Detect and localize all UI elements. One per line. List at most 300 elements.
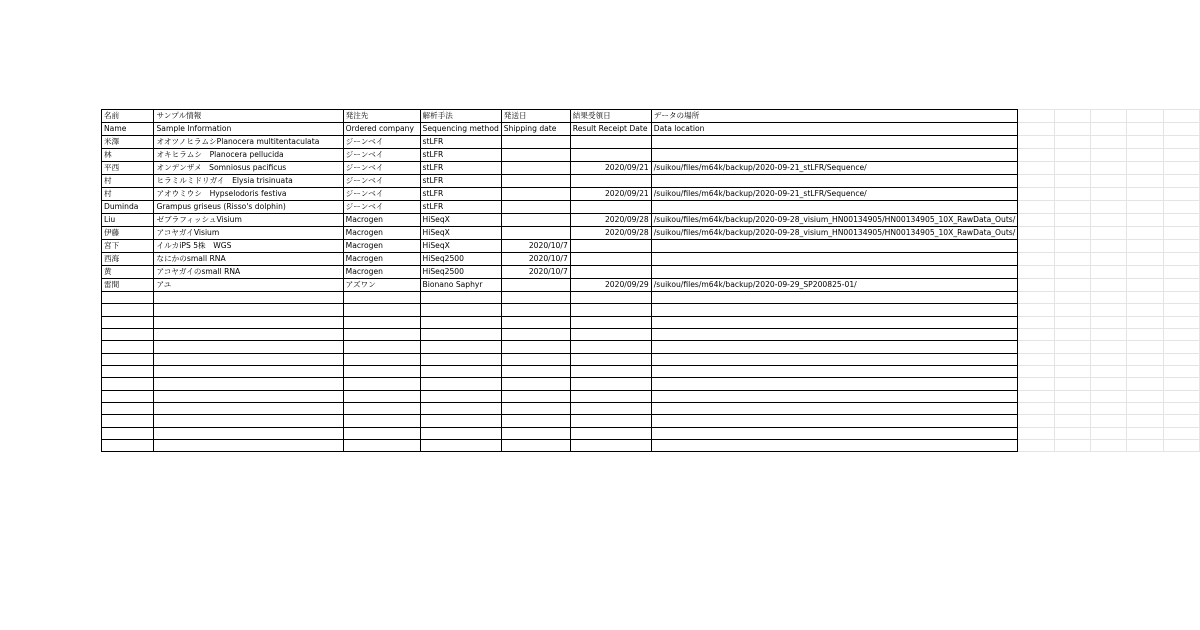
cell-sample-info[interactable]: ゼブラフィッシュVisium: [154, 214, 343, 227]
cell-result-receipt-date[interactable]: [570, 415, 651, 427]
empty-cell[interactable]: [1054, 366, 1090, 378]
empty-cell[interactable]: [1163, 279, 1199, 292]
empty-cell[interactable]: [1054, 136, 1090, 149]
cell-data-location[interactable]: /suikou/files/m64k/backup/2020-09-21_stLFR/Sequence/: [651, 188, 1018, 201]
empty-cell[interactable]: [1090, 279, 1126, 292]
empty-cell[interactable]: [1127, 149, 1163, 162]
empty-cell[interactable]: [1018, 316, 1054, 328]
empty-cell[interactable]: [1090, 304, 1126, 316]
empty-cell[interactable]: [1054, 329, 1090, 341]
cell-name[interactable]: [102, 353, 154, 365]
cell-data-location[interactable]: [651, 427, 1018, 439]
empty-cell[interactable]: [1163, 188, 1199, 201]
cell-data-location[interactable]: [651, 292, 1018, 304]
cell-result-receipt-date[interactable]: Result Receipt Date: [570, 123, 651, 136]
cell-name[interactable]: [102, 329, 154, 341]
cell-data-location[interactable]: Data location: [651, 123, 1018, 136]
cell-result-receipt-date[interactable]: [570, 427, 651, 439]
cell-ordered-company[interactable]: [343, 292, 420, 304]
cell-sample-info[interactable]: [154, 366, 343, 378]
empty-cell[interactable]: [1054, 378, 1090, 390]
empty-cell[interactable]: [1018, 123, 1054, 136]
empty-cell[interactable]: [1090, 214, 1126, 227]
empty-cell[interactable]: [1054, 316, 1090, 328]
cell-ordered-company[interactable]: 発注先: [343, 110, 420, 123]
cell-name[interactable]: [102, 403, 154, 415]
empty-cell[interactable]: [1127, 175, 1163, 188]
cell-shipping-date[interactable]: [501, 390, 570, 402]
empty-cell[interactable]: [1127, 214, 1163, 227]
empty-cell[interactable]: [1127, 279, 1163, 292]
empty-cell[interactable]: [1090, 162, 1126, 175]
empty-cell[interactable]: [1054, 440, 1090, 452]
cell-name[interactable]: [102, 316, 154, 328]
cell-shipping-date[interactable]: [501, 227, 570, 240]
cell-ordered-company[interactable]: [343, 329, 420, 341]
cell-sequencing-method[interactable]: [420, 366, 501, 378]
cell-sample-info[interactable]: [154, 403, 343, 415]
cell-sample-info[interactable]: オキヒラムシ Planocera pellucida: [154, 149, 343, 162]
cell-sequencing-method[interactable]: HiSeq2500: [420, 266, 501, 279]
empty-cell[interactable]: [1127, 201, 1163, 214]
cell-result-receipt-date[interactable]: [570, 378, 651, 390]
empty-cell[interactable]: [1127, 123, 1163, 136]
cell-shipping-date[interactable]: [501, 329, 570, 341]
cell-data-location[interactable]: [651, 149, 1018, 162]
cell-result-receipt-date[interactable]: [570, 175, 651, 188]
cell-shipping-date[interactable]: 2020/10/7: [501, 253, 570, 266]
cell-sample-info[interactable]: オオツノヒラムシPlanocera multitentaculata: [154, 136, 343, 149]
cell-shipping-date[interactable]: [501, 341, 570, 353]
empty-cell[interactable]: [1054, 149, 1090, 162]
empty-cell[interactable]: [1127, 304, 1163, 316]
empty-cell[interactable]: [1090, 378, 1126, 390]
cell-ordered-company[interactable]: [343, 366, 420, 378]
cell-result-receipt-date[interactable]: [570, 316, 651, 328]
cell-result-receipt-date[interactable]: [570, 266, 651, 279]
cell-ordered-company[interactable]: [343, 403, 420, 415]
cell-sequencing-method[interactable]: [420, 292, 501, 304]
empty-cell[interactable]: [1018, 227, 1054, 240]
cell-ordered-company[interactable]: ジーンベイ: [343, 201, 420, 214]
empty-cell[interactable]: [1018, 353, 1054, 365]
cell-shipping-date[interactable]: [501, 316, 570, 328]
cell-name[interactable]: 雷間: [102, 279, 154, 292]
cell-ordered-company[interactable]: Macrogen: [343, 266, 420, 279]
cell-shipping-date[interactable]: [501, 427, 570, 439]
cell-ordered-company[interactable]: Macrogen: [343, 240, 420, 253]
cell-sequencing-method[interactable]: [420, 403, 501, 415]
empty-cell[interactable]: [1090, 240, 1126, 253]
empty-cell[interactable]: [1018, 341, 1054, 353]
empty-cell[interactable]: [1090, 390, 1126, 402]
cell-sequencing-method[interactable]: stLFR: [420, 188, 501, 201]
cell-data-location[interactable]: [651, 378, 1018, 390]
empty-cell[interactable]: [1018, 415, 1054, 427]
cell-sample-info[interactable]: [154, 415, 343, 427]
empty-cell[interactable]: [1018, 136, 1054, 149]
empty-cell[interactable]: [1090, 366, 1126, 378]
cell-sample-info[interactable]: [154, 378, 343, 390]
empty-cell[interactable]: [1163, 123, 1199, 136]
empty-cell[interactable]: [1090, 427, 1126, 439]
cell-ordered-company[interactable]: ジーンベイ: [343, 162, 420, 175]
cell-data-location[interactable]: [651, 304, 1018, 316]
empty-cell[interactable]: [1163, 403, 1199, 415]
cell-result-receipt-date[interactable]: [570, 240, 651, 253]
cell-sequencing-method[interactable]: [420, 378, 501, 390]
cell-sequencing-method[interactable]: stLFR: [420, 149, 501, 162]
cell-sample-info[interactable]: サンプル情報: [154, 110, 343, 123]
empty-cell[interactable]: [1127, 403, 1163, 415]
empty-cell[interactable]: [1127, 292, 1163, 304]
cell-sample-info[interactable]: ヒラミルミドリガイ Elysia trisinuata: [154, 175, 343, 188]
empty-cell[interactable]: [1163, 110, 1199, 123]
cell-data-location[interactable]: [651, 316, 1018, 328]
cell-shipping-date[interactable]: [501, 304, 570, 316]
empty-cell[interactable]: [1163, 378, 1199, 390]
empty-cell[interactable]: [1090, 341, 1126, 353]
cell-sequencing-method[interactable]: Sequencing method: [420, 123, 501, 136]
empty-cell[interactable]: [1018, 427, 1054, 439]
cell-sample-info[interactable]: なにかのsmall RNA: [154, 253, 343, 266]
empty-cell[interactable]: [1127, 415, 1163, 427]
cell-shipping-date[interactable]: 発送日: [501, 110, 570, 123]
empty-cell[interactable]: [1090, 266, 1126, 279]
empty-cell[interactable]: [1054, 279, 1090, 292]
cell-ordered-company[interactable]: [343, 353, 420, 365]
cell-sequencing-method[interactable]: 解析手法: [420, 110, 501, 123]
cell-shipping-date[interactable]: [501, 403, 570, 415]
empty-cell[interactable]: [1090, 110, 1126, 123]
cell-sample-info[interactable]: アコヤガイVisium: [154, 227, 343, 240]
cell-result-receipt-date[interactable]: [570, 390, 651, 402]
cell-result-receipt-date[interactable]: [570, 403, 651, 415]
cell-sample-info[interactable]: [154, 440, 343, 452]
cell-name[interactable]: [102, 427, 154, 439]
cell-ordered-company[interactable]: Macrogen: [343, 227, 420, 240]
cell-data-location[interactable]: [651, 353, 1018, 365]
cell-result-receipt-date[interactable]: 2020/09/29: [570, 279, 651, 292]
cell-sequencing-method[interactable]: [420, 440, 501, 452]
empty-cell[interactable]: [1018, 329, 1054, 341]
empty-cell[interactable]: [1054, 415, 1090, 427]
cell-result-receipt-date[interactable]: [570, 201, 651, 214]
empty-cell[interactable]: [1054, 188, 1090, 201]
cell-sequencing-method[interactable]: [420, 329, 501, 341]
empty-cell[interactable]: [1054, 240, 1090, 253]
cell-sequencing-method[interactable]: stLFR: [420, 136, 501, 149]
cell-result-receipt-date[interactable]: 2020/09/28: [570, 214, 651, 227]
cell-ordered-company[interactable]: アズワン: [343, 279, 420, 292]
cell-sample-info[interactable]: イルカiPS 5株 WGS: [154, 240, 343, 253]
empty-cell[interactable]: [1090, 329, 1126, 341]
cell-shipping-date[interactable]: [501, 175, 570, 188]
empty-cell[interactable]: [1163, 292, 1199, 304]
cell-name[interactable]: [102, 390, 154, 402]
empty-cell[interactable]: [1090, 136, 1126, 149]
cell-data-location[interactable]: /suikou/files/m64k/backup/2020-09-28_visium_HN00134905/HN00134905_10X_RawData_Outs/: [651, 227, 1018, 240]
cell-sample-info[interactable]: アコヤガイのsmall RNA: [154, 266, 343, 279]
cell-name[interactable]: 林: [102, 149, 154, 162]
cell-ordered-company[interactable]: [343, 316, 420, 328]
cell-result-receipt-date[interactable]: [570, 366, 651, 378]
empty-cell[interactable]: [1127, 188, 1163, 201]
empty-cell[interactable]: [1054, 110, 1090, 123]
empty-cell[interactable]: [1127, 110, 1163, 123]
cell-result-receipt-date[interactable]: 2020/09/21: [570, 162, 651, 175]
cell-ordered-company[interactable]: [343, 440, 420, 452]
empty-cell[interactable]: [1018, 214, 1054, 227]
cell-name[interactable]: [102, 304, 154, 316]
empty-cell[interactable]: [1018, 162, 1054, 175]
empty-cell[interactable]: [1054, 227, 1090, 240]
empty-cell[interactable]: [1090, 415, 1126, 427]
cell-data-location[interactable]: /suikou/files/m64k/backup/2020-09-29_SP200825-01/: [651, 279, 1018, 292]
cell-sequencing-method[interactable]: [420, 353, 501, 365]
empty-cell[interactable]: [1018, 110, 1054, 123]
empty-cell[interactable]: [1163, 227, 1199, 240]
empty-cell[interactable]: [1163, 353, 1199, 365]
cell-result-receipt-date[interactable]: [570, 149, 651, 162]
cell-ordered-company[interactable]: ジーンベイ: [343, 136, 420, 149]
empty-cell[interactable]: [1090, 123, 1126, 136]
cell-shipping-date[interactable]: [501, 214, 570, 227]
cell-name[interactable]: [102, 415, 154, 427]
cell-sample-info[interactable]: [154, 329, 343, 341]
cell-result-receipt-date[interactable]: [570, 253, 651, 266]
empty-cell[interactable]: [1127, 440, 1163, 452]
cell-shipping-date[interactable]: [501, 188, 570, 201]
empty-cell[interactable]: [1127, 227, 1163, 240]
cell-ordered-company[interactable]: ジーンベイ: [343, 149, 420, 162]
cell-data-location[interactable]: /suikou/files/m64k/backup/2020-09-21_stLFR/Sequence/: [651, 162, 1018, 175]
empty-cell[interactable]: [1018, 366, 1054, 378]
empty-cell[interactable]: [1018, 266, 1054, 279]
empty-cell[interactable]: [1127, 136, 1163, 149]
cell-name[interactable]: 宮下: [102, 240, 154, 253]
empty-cell[interactable]: [1127, 366, 1163, 378]
empty-cell[interactable]: [1090, 440, 1126, 452]
empty-cell[interactable]: [1163, 390, 1199, 402]
cell-ordered-company[interactable]: [343, 427, 420, 439]
empty-cell[interactable]: [1018, 240, 1054, 253]
cell-name[interactable]: Duminda: [102, 201, 154, 214]
empty-cell[interactable]: [1090, 253, 1126, 266]
cell-data-location[interactable]: [651, 366, 1018, 378]
empty-cell[interactable]: [1127, 427, 1163, 439]
empty-cell[interactable]: [1163, 175, 1199, 188]
cell-sample-info[interactable]: [154, 292, 343, 304]
empty-cell[interactable]: [1018, 149, 1054, 162]
empty-cell[interactable]: [1163, 253, 1199, 266]
cell-ordered-company[interactable]: ジーンベイ: [343, 175, 420, 188]
cell-name[interactable]: [102, 341, 154, 353]
cell-name[interactable]: 村: [102, 188, 154, 201]
cell-shipping-date[interactable]: [501, 149, 570, 162]
cell-result-receipt-date[interactable]: [570, 329, 651, 341]
cell-name[interactable]: Name: [102, 123, 154, 136]
cell-data-location[interactable]: [651, 240, 1018, 253]
cell-name[interactable]: 米澤: [102, 136, 154, 149]
cell-sequencing-method[interactable]: [420, 304, 501, 316]
empty-cell[interactable]: [1163, 136, 1199, 149]
cell-ordered-company[interactable]: Macrogen: [343, 253, 420, 266]
cell-data-location[interactable]: データの場所: [651, 110, 1018, 123]
empty-cell[interactable]: [1054, 353, 1090, 365]
empty-cell[interactable]: [1090, 227, 1126, 240]
cell-data-location[interactable]: [651, 266, 1018, 279]
empty-cell[interactable]: [1163, 162, 1199, 175]
cell-sample-info[interactable]: アオウミウシ Hypselodoris festiva: [154, 188, 343, 201]
cell-ordered-company[interactable]: [343, 378, 420, 390]
cell-result-receipt-date[interactable]: [570, 341, 651, 353]
cell-name[interactable]: 黄: [102, 266, 154, 279]
empty-cell[interactable]: [1054, 123, 1090, 136]
cell-data-location[interactable]: [651, 329, 1018, 341]
empty-cell[interactable]: [1018, 304, 1054, 316]
cell-sequencing-method[interactable]: [420, 316, 501, 328]
cell-shipping-date[interactable]: [501, 353, 570, 365]
empty-cell[interactable]: [1127, 253, 1163, 266]
cell-sample-info[interactable]: [154, 427, 343, 439]
cell-result-receipt-date[interactable]: 2020/09/28: [570, 227, 651, 240]
empty-cell[interactable]: [1090, 175, 1126, 188]
empty-cell[interactable]: [1054, 266, 1090, 279]
cell-sequencing-method[interactable]: HiSeqX: [420, 227, 501, 240]
cell-sample-info[interactable]: [154, 304, 343, 316]
cell-sequencing-method[interactable]: stLFR: [420, 162, 501, 175]
cell-sequencing-method[interactable]: HiSeq2500: [420, 253, 501, 266]
cell-data-location[interactable]: [651, 415, 1018, 427]
cell-sequencing-method[interactable]: HiSeqX: [420, 240, 501, 253]
cell-result-receipt-date[interactable]: 2020/09/21: [570, 188, 651, 201]
empty-cell[interactable]: [1127, 341, 1163, 353]
empty-cell[interactable]: [1054, 292, 1090, 304]
cell-name[interactable]: 西海: [102, 253, 154, 266]
empty-cell[interactable]: [1054, 390, 1090, 402]
empty-cell[interactable]: [1127, 390, 1163, 402]
cell-data-location[interactable]: [651, 440, 1018, 452]
empty-cell[interactable]: [1054, 162, 1090, 175]
empty-cell[interactable]: [1018, 175, 1054, 188]
cell-result-receipt-date[interactable]: [570, 136, 651, 149]
cell-result-receipt-date[interactable]: [570, 353, 651, 365]
empty-cell[interactable]: [1163, 214, 1199, 227]
cell-shipping-date[interactable]: [501, 162, 570, 175]
empty-cell[interactable]: [1018, 279, 1054, 292]
cell-name[interactable]: 伊藤: [102, 227, 154, 240]
cell-result-receipt-date[interactable]: [570, 304, 651, 316]
cell-sequencing-method[interactable]: stLFR: [420, 201, 501, 214]
cell-shipping-date[interactable]: [501, 136, 570, 149]
cell-data-location[interactable]: [651, 136, 1018, 149]
empty-cell[interactable]: [1090, 188, 1126, 201]
cell-ordered-company[interactable]: Macrogen: [343, 214, 420, 227]
empty-cell[interactable]: [1018, 390, 1054, 402]
cell-name[interactable]: [102, 440, 154, 452]
cell-sequencing-method[interactable]: HiSeqX: [420, 214, 501, 227]
cell-sample-info[interactable]: Sample Information: [154, 123, 343, 136]
cell-sequencing-method[interactable]: [420, 415, 501, 427]
empty-cell[interactable]: [1090, 149, 1126, 162]
cell-sample-info[interactable]: [154, 316, 343, 328]
cell-data-location[interactable]: [651, 253, 1018, 266]
empty-cell[interactable]: [1090, 353, 1126, 365]
empty-cell[interactable]: [1163, 341, 1199, 353]
cell-data-location[interactable]: [651, 341, 1018, 353]
empty-cell[interactable]: [1127, 329, 1163, 341]
empty-cell[interactable]: [1054, 427, 1090, 439]
cell-data-location[interactable]: [651, 390, 1018, 402]
cell-name[interactable]: 平西: [102, 162, 154, 175]
empty-cell[interactable]: [1127, 162, 1163, 175]
cell-shipping-date[interactable]: 2020/10/7: [501, 266, 570, 279]
cell-shipping-date[interactable]: [501, 366, 570, 378]
cell-sample-info[interactable]: [154, 341, 343, 353]
cell-shipping-date[interactable]: 2020/10/7: [501, 240, 570, 253]
empty-cell[interactable]: [1090, 201, 1126, 214]
empty-cell[interactable]: [1163, 366, 1199, 378]
cell-sample-info[interactable]: オンデンザメ Somniosus pacificus: [154, 162, 343, 175]
empty-cell[interactable]: [1127, 378, 1163, 390]
cell-sequencing-method[interactable]: stLFR: [420, 175, 501, 188]
empty-cell[interactable]: [1163, 316, 1199, 328]
cell-shipping-date[interactable]: [501, 201, 570, 214]
empty-cell[interactable]: [1163, 415, 1199, 427]
cell-result-receipt-date[interactable]: 結果受領日: [570, 110, 651, 123]
empty-cell[interactable]: [1054, 175, 1090, 188]
cell-shipping-date[interactable]: [501, 378, 570, 390]
empty-cell[interactable]: [1054, 341, 1090, 353]
cell-sample-info[interactable]: [154, 353, 343, 365]
empty-cell[interactable]: [1127, 240, 1163, 253]
empty-cell[interactable]: [1127, 353, 1163, 365]
cell-name[interactable]: [102, 292, 154, 304]
cell-name[interactable]: 村: [102, 175, 154, 188]
empty-cell[interactable]: [1054, 403, 1090, 415]
cell-shipping-date[interactable]: [501, 440, 570, 452]
empty-cell[interactable]: [1018, 292, 1054, 304]
cell-name[interactable]: [102, 378, 154, 390]
cell-data-location[interactable]: [651, 175, 1018, 188]
cell-sequencing-method[interactable]: [420, 341, 501, 353]
cell-sample-info[interactable]: アユ: [154, 279, 343, 292]
empty-cell[interactable]: [1163, 240, 1199, 253]
cell-shipping-date[interactable]: [501, 415, 570, 427]
cell-name[interactable]: Liu: [102, 214, 154, 227]
cell-sequencing-method[interactable]: Bionano Saphyr: [420, 279, 501, 292]
cell-data-location[interactable]: /suikou/files/m64k/backup/2020-09-28_visium_HN00134905/HN00134905_10X_RawData_Outs/: [651, 214, 1018, 227]
cell-sequencing-method[interactable]: [420, 427, 501, 439]
empty-cell[interactable]: [1090, 403, 1126, 415]
empty-cell[interactable]: [1127, 316, 1163, 328]
empty-cell[interactable]: [1018, 201, 1054, 214]
cell-ordered-company[interactable]: [343, 415, 420, 427]
cell-shipping-date[interactable]: [501, 292, 570, 304]
cell-result-receipt-date[interactable]: [570, 440, 651, 452]
empty-cell[interactable]: [1054, 304, 1090, 316]
empty-cell[interactable]: [1018, 440, 1054, 452]
cell-shipping-date[interactable]: Shipping date: [501, 123, 570, 136]
empty-cell[interactable]: [1163, 304, 1199, 316]
cell-ordered-company[interactable]: Ordered company: [343, 123, 420, 136]
empty-cell[interactable]: [1054, 253, 1090, 266]
empty-cell[interactable]: [1054, 214, 1090, 227]
cell-data-location[interactable]: [651, 201, 1018, 214]
empty-cell[interactable]: [1127, 266, 1163, 279]
empty-cell[interactable]: [1163, 427, 1199, 439]
